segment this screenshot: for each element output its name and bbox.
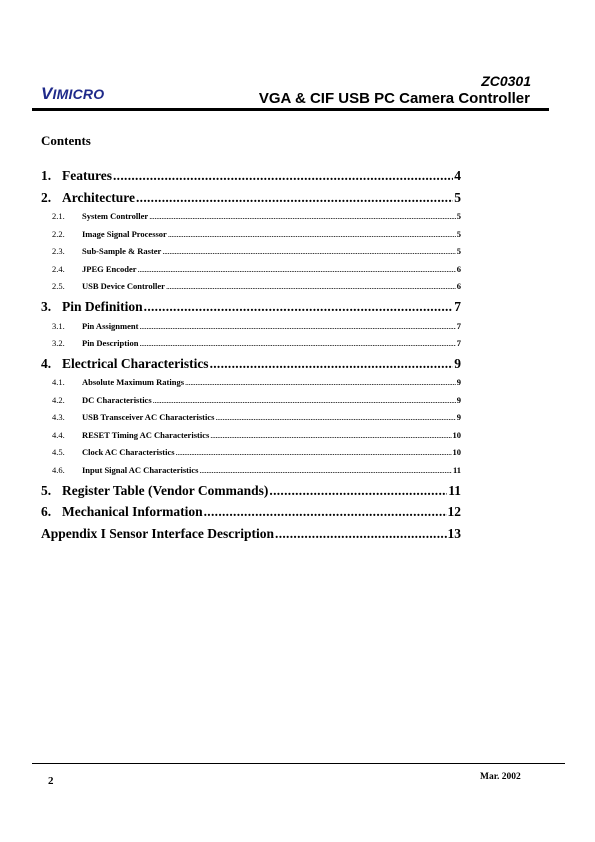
- footer-rule: [32, 763, 565, 764]
- toc-entry[interactable]: [41, 321, 461, 331]
- toc-entry[interactable]: [41, 168, 461, 184]
- toc-entry-title: Pin Description: [82, 338, 139, 348]
- toc-entry-number: 2.1.: [52, 211, 65, 221]
- toc-entry-number: 5.: [41, 483, 52, 498]
- toc-entry-title: Electrical Characteristics: [62, 356, 209, 371]
- toc-leader-dots: [139, 321, 455, 331]
- toc-entry-number: 3.1.: [52, 321, 65, 331]
- toc-leader-dots: [149, 211, 456, 221]
- toc-entry-title: Absolute Maximum Ratings: [82, 377, 185, 387]
- toc-leader-dots: [275, 526, 446, 542]
- toc-entry-title: Pin Assignment: [82, 321, 139, 331]
- toc-entry[interactable]: [41, 526, 461, 542]
- toc-entry-page: 5: [456, 246, 461, 256]
- toc-entry-title: Pin Definition: [62, 299, 143, 314]
- document-date: Mar. 2002: [480, 772, 521, 782]
- toc-entry-title: Input Signal AC Characteristics: [82, 465, 199, 475]
- toc-entry-title: JPEG Encoder: [82, 264, 137, 274]
- toc-entry-title: Appendix I Sensor Interface Description: [41, 526, 275, 541]
- toc-leader-dots: [166, 281, 456, 291]
- toc-leader-dots: [139, 338, 455, 348]
- toc-entry-page: 9: [456, 412, 461, 422]
- toc-entry-page: 6: [456, 281, 461, 291]
- toc-leader-dots: [199, 465, 452, 475]
- toc-entry-number: 2.5.: [52, 281, 65, 291]
- toc-entry-number: 4.5.: [52, 447, 65, 457]
- page-number: 2: [48, 775, 54, 787]
- toc-entry-page: 5: [454, 190, 461, 205]
- toc-entry[interactable]: [41, 465, 461, 475]
- toc-leader-dots: [138, 264, 456, 274]
- toc-entry-title: Image Signal Processor: [82, 229, 167, 239]
- toc-entry-page: 7: [456, 338, 461, 348]
- toc-entry-title: Clock AC Characteristics: [82, 447, 175, 457]
- toc-entry-number: 1.: [41, 168, 52, 183]
- toc-entry-number: 2.4.: [52, 264, 65, 274]
- toc-entry-page: 13: [447, 526, 461, 541]
- toc-entry-title: Mechanical Information: [62, 504, 203, 519]
- toc-entry-number: 6.: [41, 504, 52, 519]
- toc-leader-dots: [136, 190, 453, 206]
- toc-entry-page: 5: [456, 229, 461, 239]
- toc-entry[interactable]: [41, 299, 461, 315]
- toc-leader-dots: [168, 229, 456, 239]
- toc-entry-number: 3.: [41, 299, 52, 314]
- toc-entry-number: 4.: [41, 356, 52, 371]
- toc-entry-page: 7: [456, 321, 461, 331]
- toc-entry-title: Sub-Sample & Raster: [82, 246, 162, 256]
- toc-entry[interactable]: [41, 211, 461, 221]
- toc-leader-dots: [185, 377, 456, 387]
- toc-entry-number: 4.4.: [52, 430, 65, 440]
- toc-entry-page: 9: [456, 377, 461, 387]
- toc-entry-page: 11: [452, 465, 461, 475]
- toc-entry[interactable]: [41, 447, 461, 457]
- toc-entry-title: DC Characteristics: [82, 395, 152, 405]
- toc-entry[interactable]: [41, 190, 461, 206]
- toc-entry[interactable]: [41, 395, 461, 405]
- toc-entry-number: 4.1.: [52, 377, 65, 387]
- toc-entry[interactable]: [41, 281, 461, 291]
- toc-entry[interactable]: [41, 264, 461, 274]
- toc-leader-dots: [144, 299, 454, 315]
- toc-entry[interactable]: [41, 377, 461, 387]
- toc-entry[interactable]: [41, 246, 461, 256]
- toc-entry-number: 4.6.: [52, 465, 65, 475]
- toc-entry-number: 4.3.: [52, 412, 65, 422]
- toc-leader-dots: [113, 168, 453, 184]
- toc-entry[interactable]: [41, 356, 461, 372]
- toc-entry-page: 11: [448, 483, 461, 498]
- toc-entry-number: 2.2.: [52, 229, 65, 239]
- toc-leader-dots: [269, 483, 447, 499]
- toc-entry[interactable]: [41, 412, 461, 422]
- header-rule: [32, 108, 549, 111]
- toc-entry-page: 4: [454, 168, 461, 183]
- toc-leader-dots: [210, 356, 454, 372]
- contents-heading: Contents: [41, 133, 91, 148]
- toc-entry-title: Architecture: [62, 190, 135, 205]
- toc-entry[interactable]: [41, 483, 461, 499]
- toc-entry-title: RESET Timing AC Characteristics: [82, 430, 210, 440]
- document-subtitle: VGA & CIF USB PC Camera Controller: [258, 90, 530, 107]
- toc-leader-dots: [204, 504, 447, 520]
- toc-entry-page: 9: [454, 356, 461, 371]
- toc-entry-number: 2.: [41, 190, 52, 205]
- toc-entry-title: System Controller: [82, 211, 149, 221]
- toc-entry-title: Register Table (Vendor Commands): [62, 483, 269, 498]
- toc-entry-number: 2.3.: [52, 246, 65, 256]
- model-number: ZC0301: [481, 73, 531, 89]
- toc-entry-page: 5: [456, 211, 461, 221]
- toc-entry[interactable]: [41, 338, 461, 348]
- logo-text: IMICRO: [52, 86, 105, 102]
- toc-entry-title: USB Device Controller: [82, 281, 165, 291]
- toc-entry-page: 12: [447, 504, 461, 519]
- toc-leader-dots: [162, 246, 455, 256]
- toc-entry-title: Features: [62, 168, 112, 183]
- toc-entry-number: 4.2.: [52, 395, 65, 405]
- toc-leader-dots: [210, 430, 451, 440]
- toc-entry[interactable]: [41, 430, 461, 440]
- toc-leader-dots: [215, 412, 455, 422]
- toc-entry[interactable]: [41, 504, 461, 520]
- toc-entry-page: 10: [452, 430, 461, 440]
- toc-entry-number: 3.2.: [52, 338, 65, 348]
- vimicro-logo: [41, 84, 104, 104]
- toc-entry-page: 6: [456, 264, 461, 274]
- toc-leader-dots: [153, 395, 456, 405]
- toc-entry-page: 7: [454, 299, 461, 314]
- logo-initial: V: [41, 84, 53, 103]
- toc-entry-page: 9: [456, 395, 461, 405]
- toc-entry-page: 10: [452, 447, 461, 457]
- toc-entry-title: USB Transceiver AC Characteristics: [82, 412, 215, 422]
- toc-entry[interactable]: [41, 229, 461, 239]
- toc-leader-dots: [176, 447, 452, 457]
